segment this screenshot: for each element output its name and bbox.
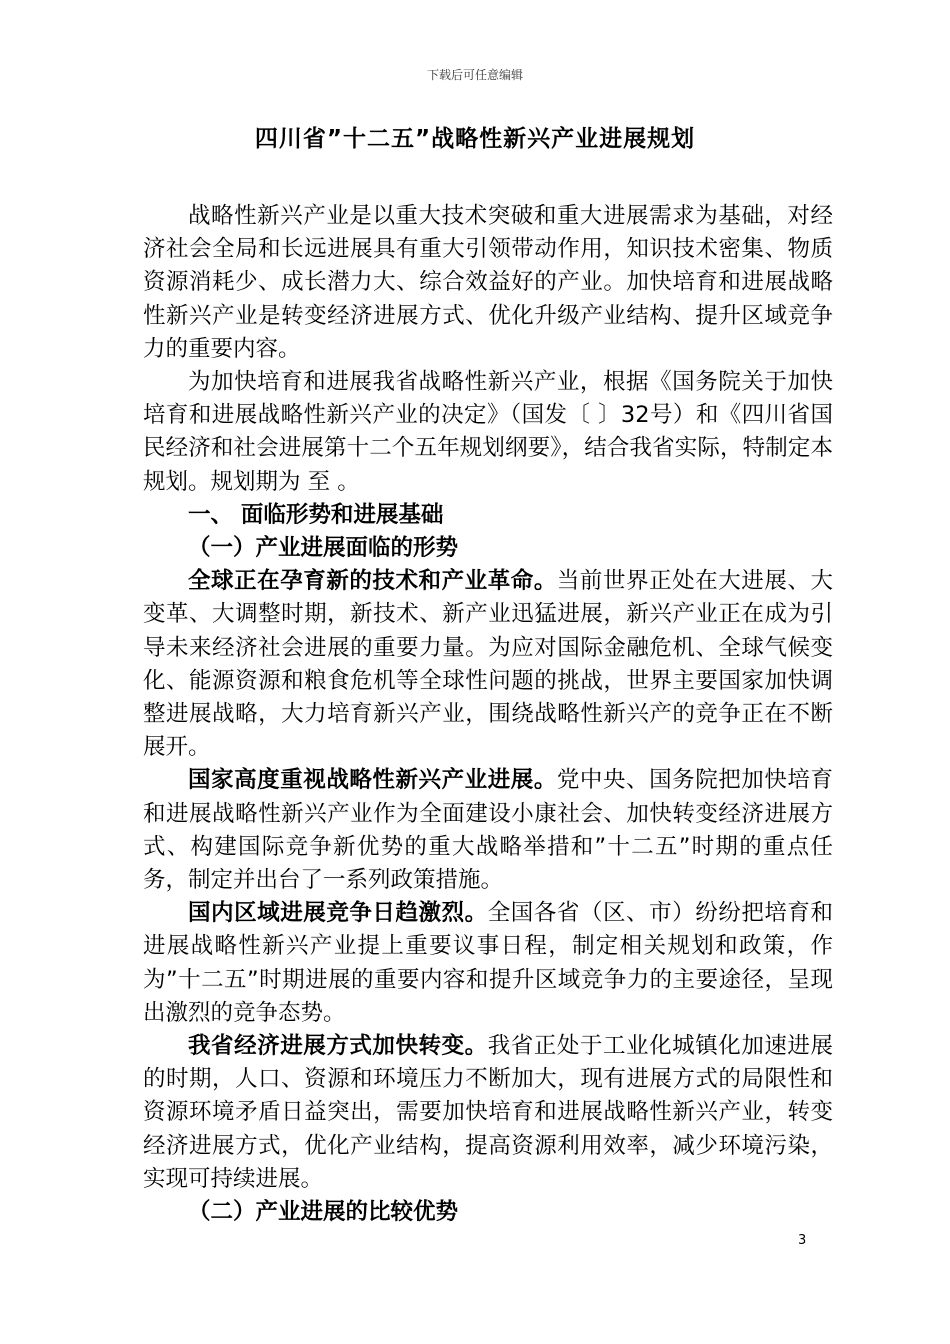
- document-body: [143, 200, 833, 1229]
- paragraph-lead: 全球正在孕育新的技术和产业革命。: [188, 568, 557, 595]
- document-title: 四川省”十二五”战略性新兴产业进展规划: [254, 126, 696, 152]
- provincial-transition-paragraph: [143, 1030, 833, 1196]
- paragraph-body: 全国各省（区、市）纷纷把培育和进展战略性新兴产业提上重要议事日程，制定相关规划和政策，作为”十二五”时期进展的重要内容和提升区域竞争力的主要途径，呈现出激烈的竞争态势。: [143, 900, 833, 1026]
- purpose-paragraph: 为加快培育和进展我省战略性新兴产业，根据《国务院关于加快培育和进展战略性新兴产业的决定》（国发〔 〕32号）和《四川省国民经济和社会进展第十二个五年规划纲要》，结合我省实际，特制定本规划。规划期为 至 。: [143, 369, 833, 495]
- page-number: 3: [798, 1233, 807, 1248]
- paragraph-lead: 国家高度重视战略性新兴产业进展。: [188, 767, 557, 794]
- national-policy-paragraph: [143, 764, 833, 897]
- paragraph-body: 党中央、国务院把加快培育和进展战略性新兴产业作为全面建设小康社会、加快转变经济进展方式、构建国际竞争新优势的重大战略举措和”十二五”时期的重点任务，制定并出台了一系列政策措施。: [143, 767, 833, 894]
- paragraph-lead: 我省经济进展方式加快转变。: [188, 1033, 488, 1060]
- page-header-note: 下载后可任意编辑: [426, 68, 523, 82]
- subsection-heading-2: （二）产业进展的比较优势: [188, 1199, 459, 1226]
- global-trend-paragraph: [143, 565, 833, 764]
- paragraph-lead: 国内区域进展竞争日趋激烈。: [188, 900, 488, 927]
- regional-competition-paragraph: [143, 897, 833, 1030]
- subsection-heading-1: （一）产业进展面临的形势: [188, 535, 459, 562]
- paragraph-body: 我省正处于工业化城镇化加速进展的时期，人口、资源和环境压力不断加大，现有进展方式的局限性和资源环境矛盾日益突出，需要加快培育和进展战略性新兴产业，转变经济进展方式，优化产业结构，提高资源利用效率，减少环境污染，实现可持续进展。: [143, 1033, 833, 1192]
- intro-paragraph: 战略性新兴产业是以重大技术突破和重大进展需求为基础，对经济社会全局和长远进展具有重大引领带动作用，知识技术密集、物质资源消耗少、成长潜力大、综合效益好的产业。加快培育和进展战略性新兴产业是转变经济进展方式、优化升级产业结构、提升区域竞争力的重要内容。: [143, 203, 833, 362]
- section-heading-1: 一、 面临形势和进展基础: [188, 501, 444, 528]
- paragraph-body: 当前世界正处在大进展、大变革、大调整时期，新技术、新产业迅猛进展，新兴产业正在成为引导未来经济社会进展的重要力量。为应对国际金融危机、全球气候变化、能源资源和粮食危机等全球性问题的挑战，世界主要国家加快调整进展战略，大力培育新兴产业，围绕战略性新兴产的竞争正在不断展开。: [143, 568, 833, 761]
